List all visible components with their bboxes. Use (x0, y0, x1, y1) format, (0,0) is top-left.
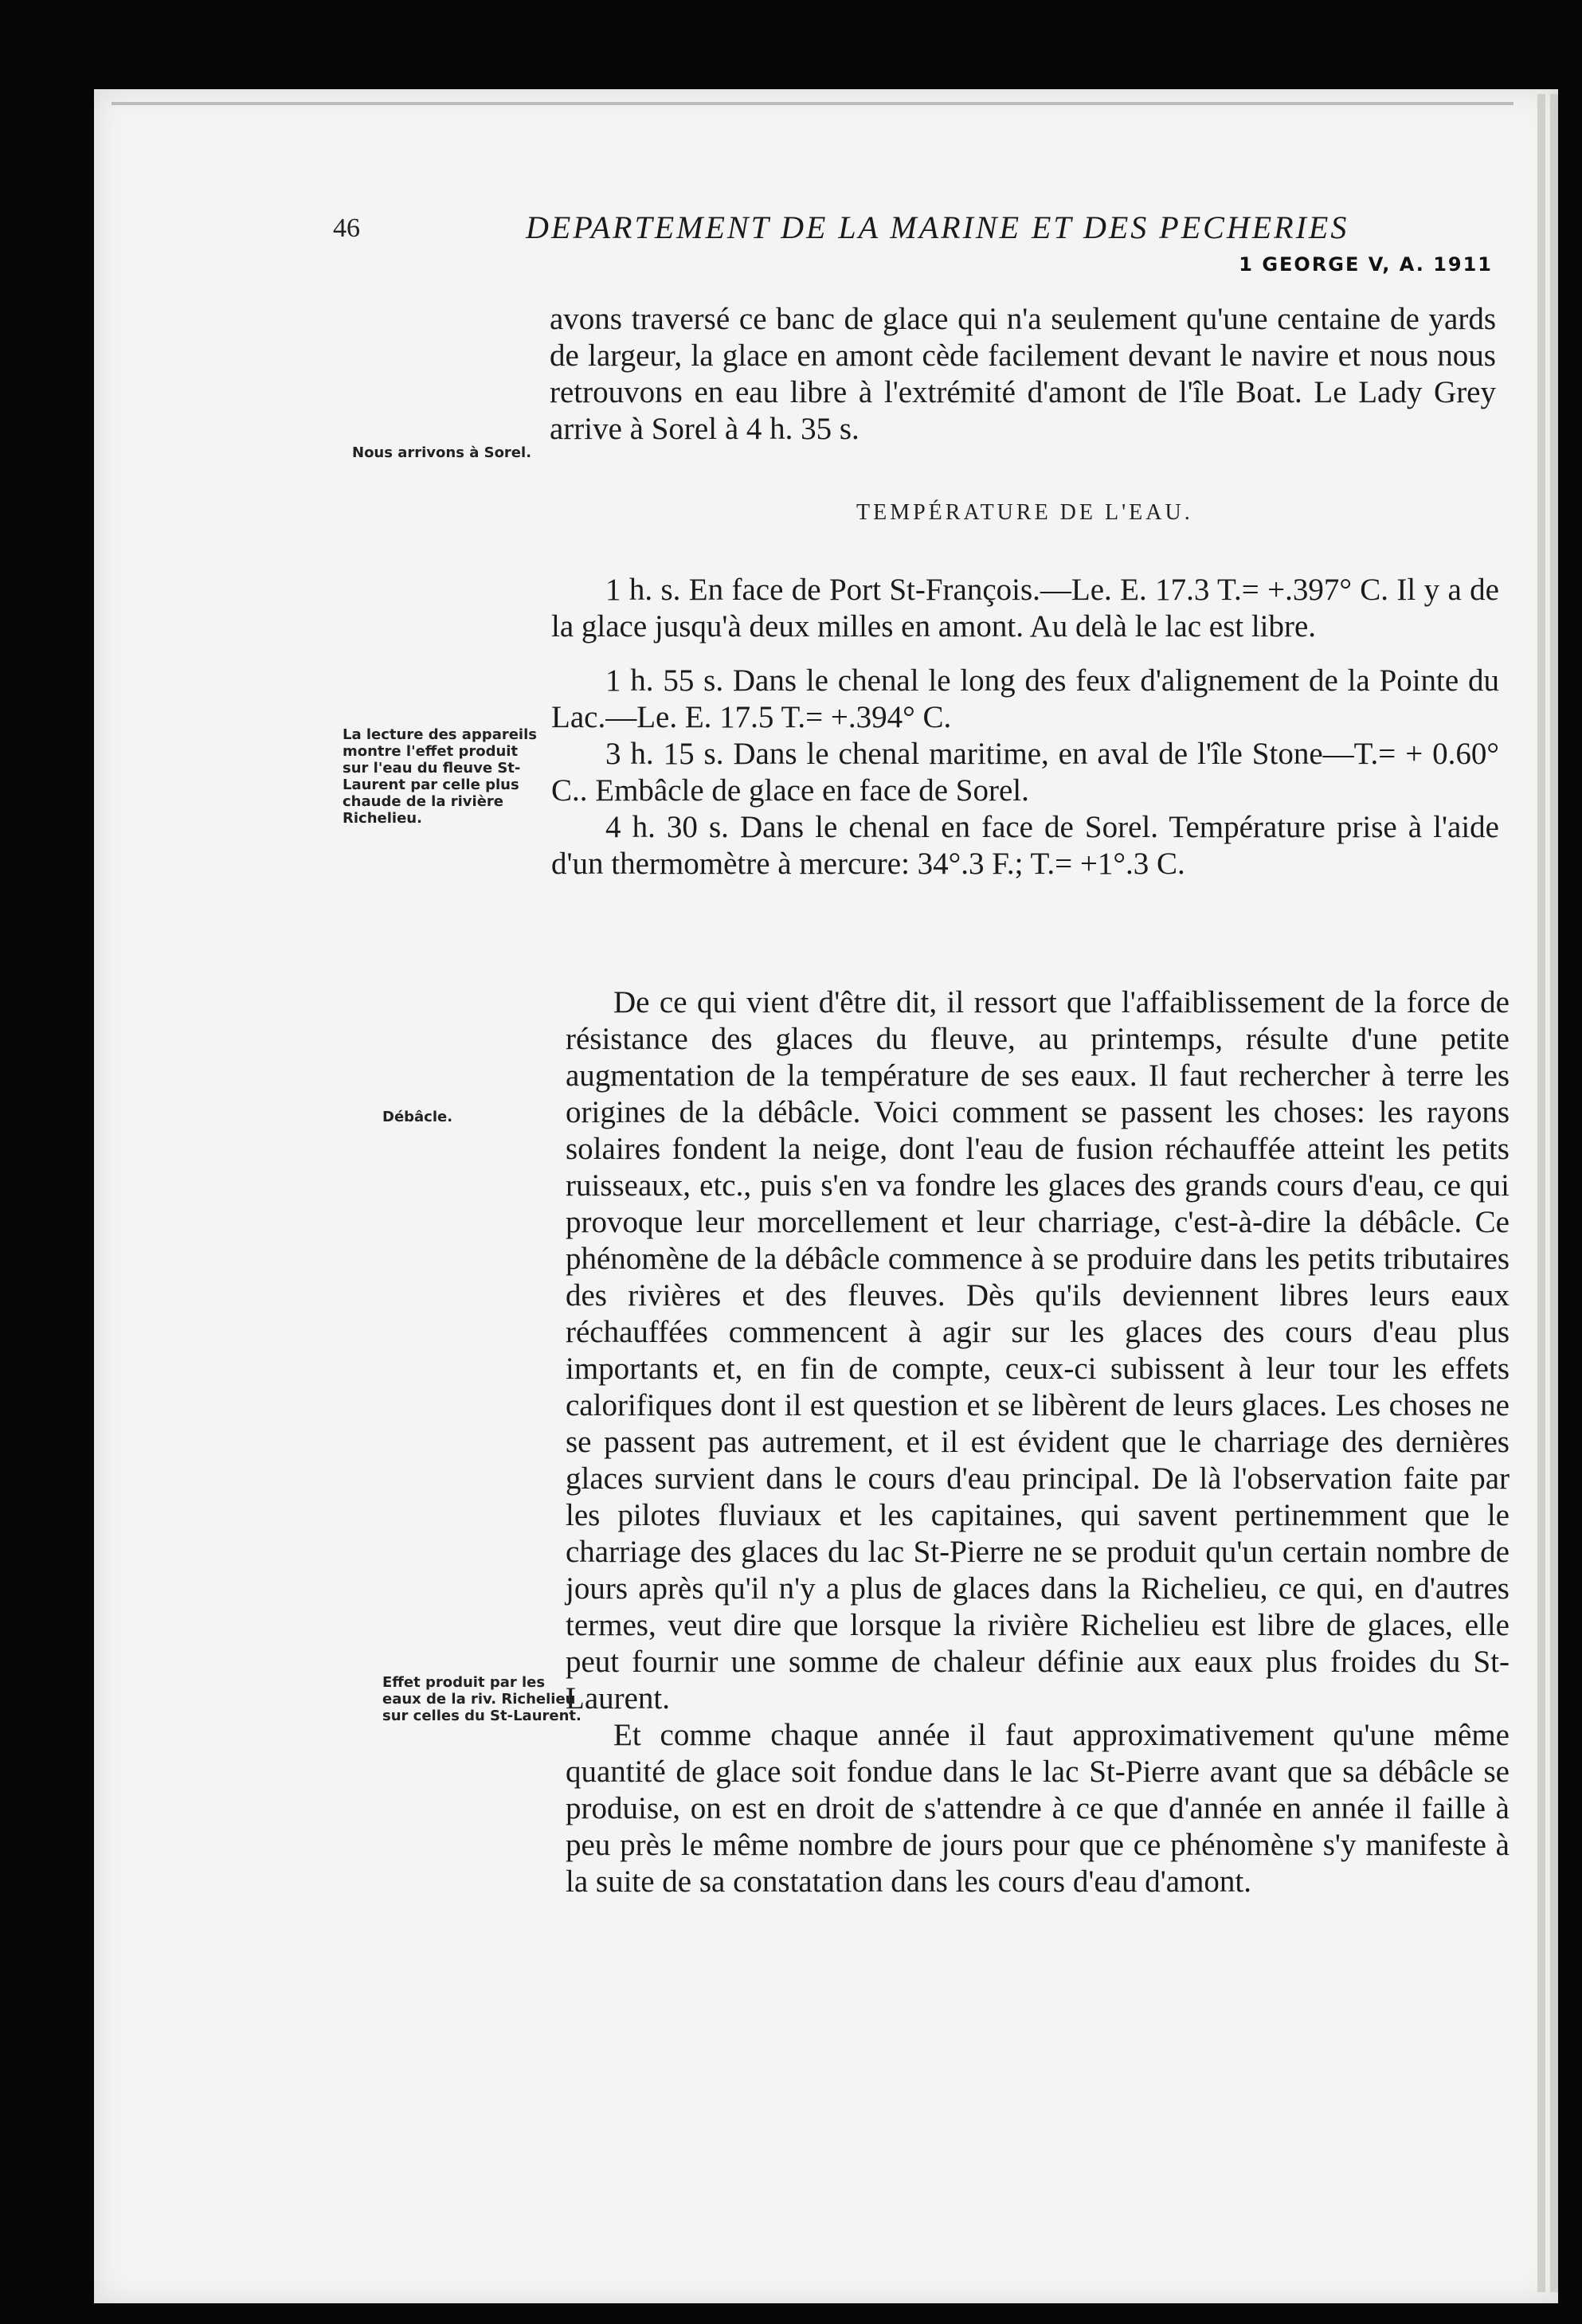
margin-note-sorel: Nous arrivons à Sorel. (352, 444, 532, 461)
page-edge (1550, 94, 1558, 2292)
reading-3: 3 h. 15 s. Dans le chenal maritime, en aval de l'île Stone—T.= + 0.60° C.. Embâcle de glace en face de Sorel. (551, 737, 1499, 808)
reading-1: 1 h. s. En face de Port St-François.—Le. E. 17.3 T.= +.397° C. Il y a de la glace jusqu'à deux milles en amont. Au delà le lac est libre. (551, 573, 1499, 644)
session-label: 1 GEORGE V, A. 1911 (1239, 253, 1493, 276)
reading-4: 4 h. 30 s. Dans le chenal en face de Sorel. Température prise à l'aide d'un thermomètre à mercure: 34°.3 F.; T.= +1°.3 C. (551, 810, 1499, 881)
main-paragraph (566, 984, 1510, 1900)
intro-paragraph (550, 301, 1496, 448)
readings-block (551, 572, 1499, 882)
top-rule (112, 102, 1513, 105)
reading-2: 1 h. 55 s. Dans le chenal le long des feux d'alignement de la Pointe du Lac.—Le. E. 17.5 T.= +.394° C. (551, 663, 1499, 734)
running-head: DEPARTEMENT DE LA MARINE ET DES PECHERIES (526, 209, 1349, 245)
page-edge (1537, 94, 1545, 2292)
paragraph-conclusion: Et comme chaque année il faut approximativement qu'une même quantité de glace soit fondue dans le lac St-Pierre avant que sa débâcle se produise, on est en droit de s'attendre à ce que d'année en année il faille à peu près le même nombre de jours pour que ce phénomène s'y manifeste à la suite de sa constatation dans les cours d'eau d'amont. (566, 1718, 1510, 1899)
paragraph-debacle: De ce qui vient d'être dit, il ressort que l'affaiblissement de la force de résistance des glaces du fleuve, au printemps, résulte d'une petite augmentation de la température de ses eaux. Il faut rechercher à terre les origines de la débâcle. Voici comment se passent les choses: les rayons solaires fondent la neige, dont l'eau de fusion réchauffée atteint les petits ruisseaux, etc., puis s'en va fondre les glaces des grands cours d'eau, ce qui provoque leur morcellement et leur charriage, c'est-à-dire la débâcle. Ce phénomène de la débâcle commence à se produire dans les petits tributaires des rivières et des fleuves. Dès qu'ils deviennent libres leurs eaux réchauffées commencent à agir sur les glaces des cours d'eau plus importants et, en fin de compte, ceux-ci subissent à leur tour les effets calorifiques dont il est question et se libèrent de leurs glaces. Les choses ne se passent pas autrement, et il est évident que le charriage des dernières glaces survient dans le cours d'eau principal. De là l'observation faite par les pilotes fluviaux et les capitaines, qui savent pertinemment que le charriage des glaces du lac St-Pierre ne se produit qu'un certain nombre de jours après qu'il n'y a plus de glaces dans la Richelieu, ce qui, en d'autres termes, veut dire que lorsque la rivière Richelieu est libre de glaces, elle peut fournir une somme de chaleur définie aux eaux plus froides du St-Laurent. (566, 985, 1510, 1716)
page-number: 46 (333, 213, 360, 243)
intro-text: avons traversé ce banc de glace qui n'a seulement qu'une centaine de yards de largeur, la glace en amont cède facilement devant le navire et nous nous retrouvons en eau libre à l'extrémité d'amont de l'île Boat. Le Lady Grey arrive à Sorel à 4 h. 35 s. (550, 302, 1496, 446)
section-title: TEMPÉRATURE DE L'EAU. (856, 500, 1193, 525)
margin-note-lecture: La lecture des appareils montre l'effet produit sur l'eau du fleuve St-Laurent par celle plus chaude de la rivière Richelieu. (343, 726, 537, 827)
margin-note-effet: Effet produit par les eaux de la riv. Richelieu sur celles du St-Laurent. (382, 1674, 582, 1724)
margin-note-debacle: Débâcle. (382, 1109, 453, 1125)
